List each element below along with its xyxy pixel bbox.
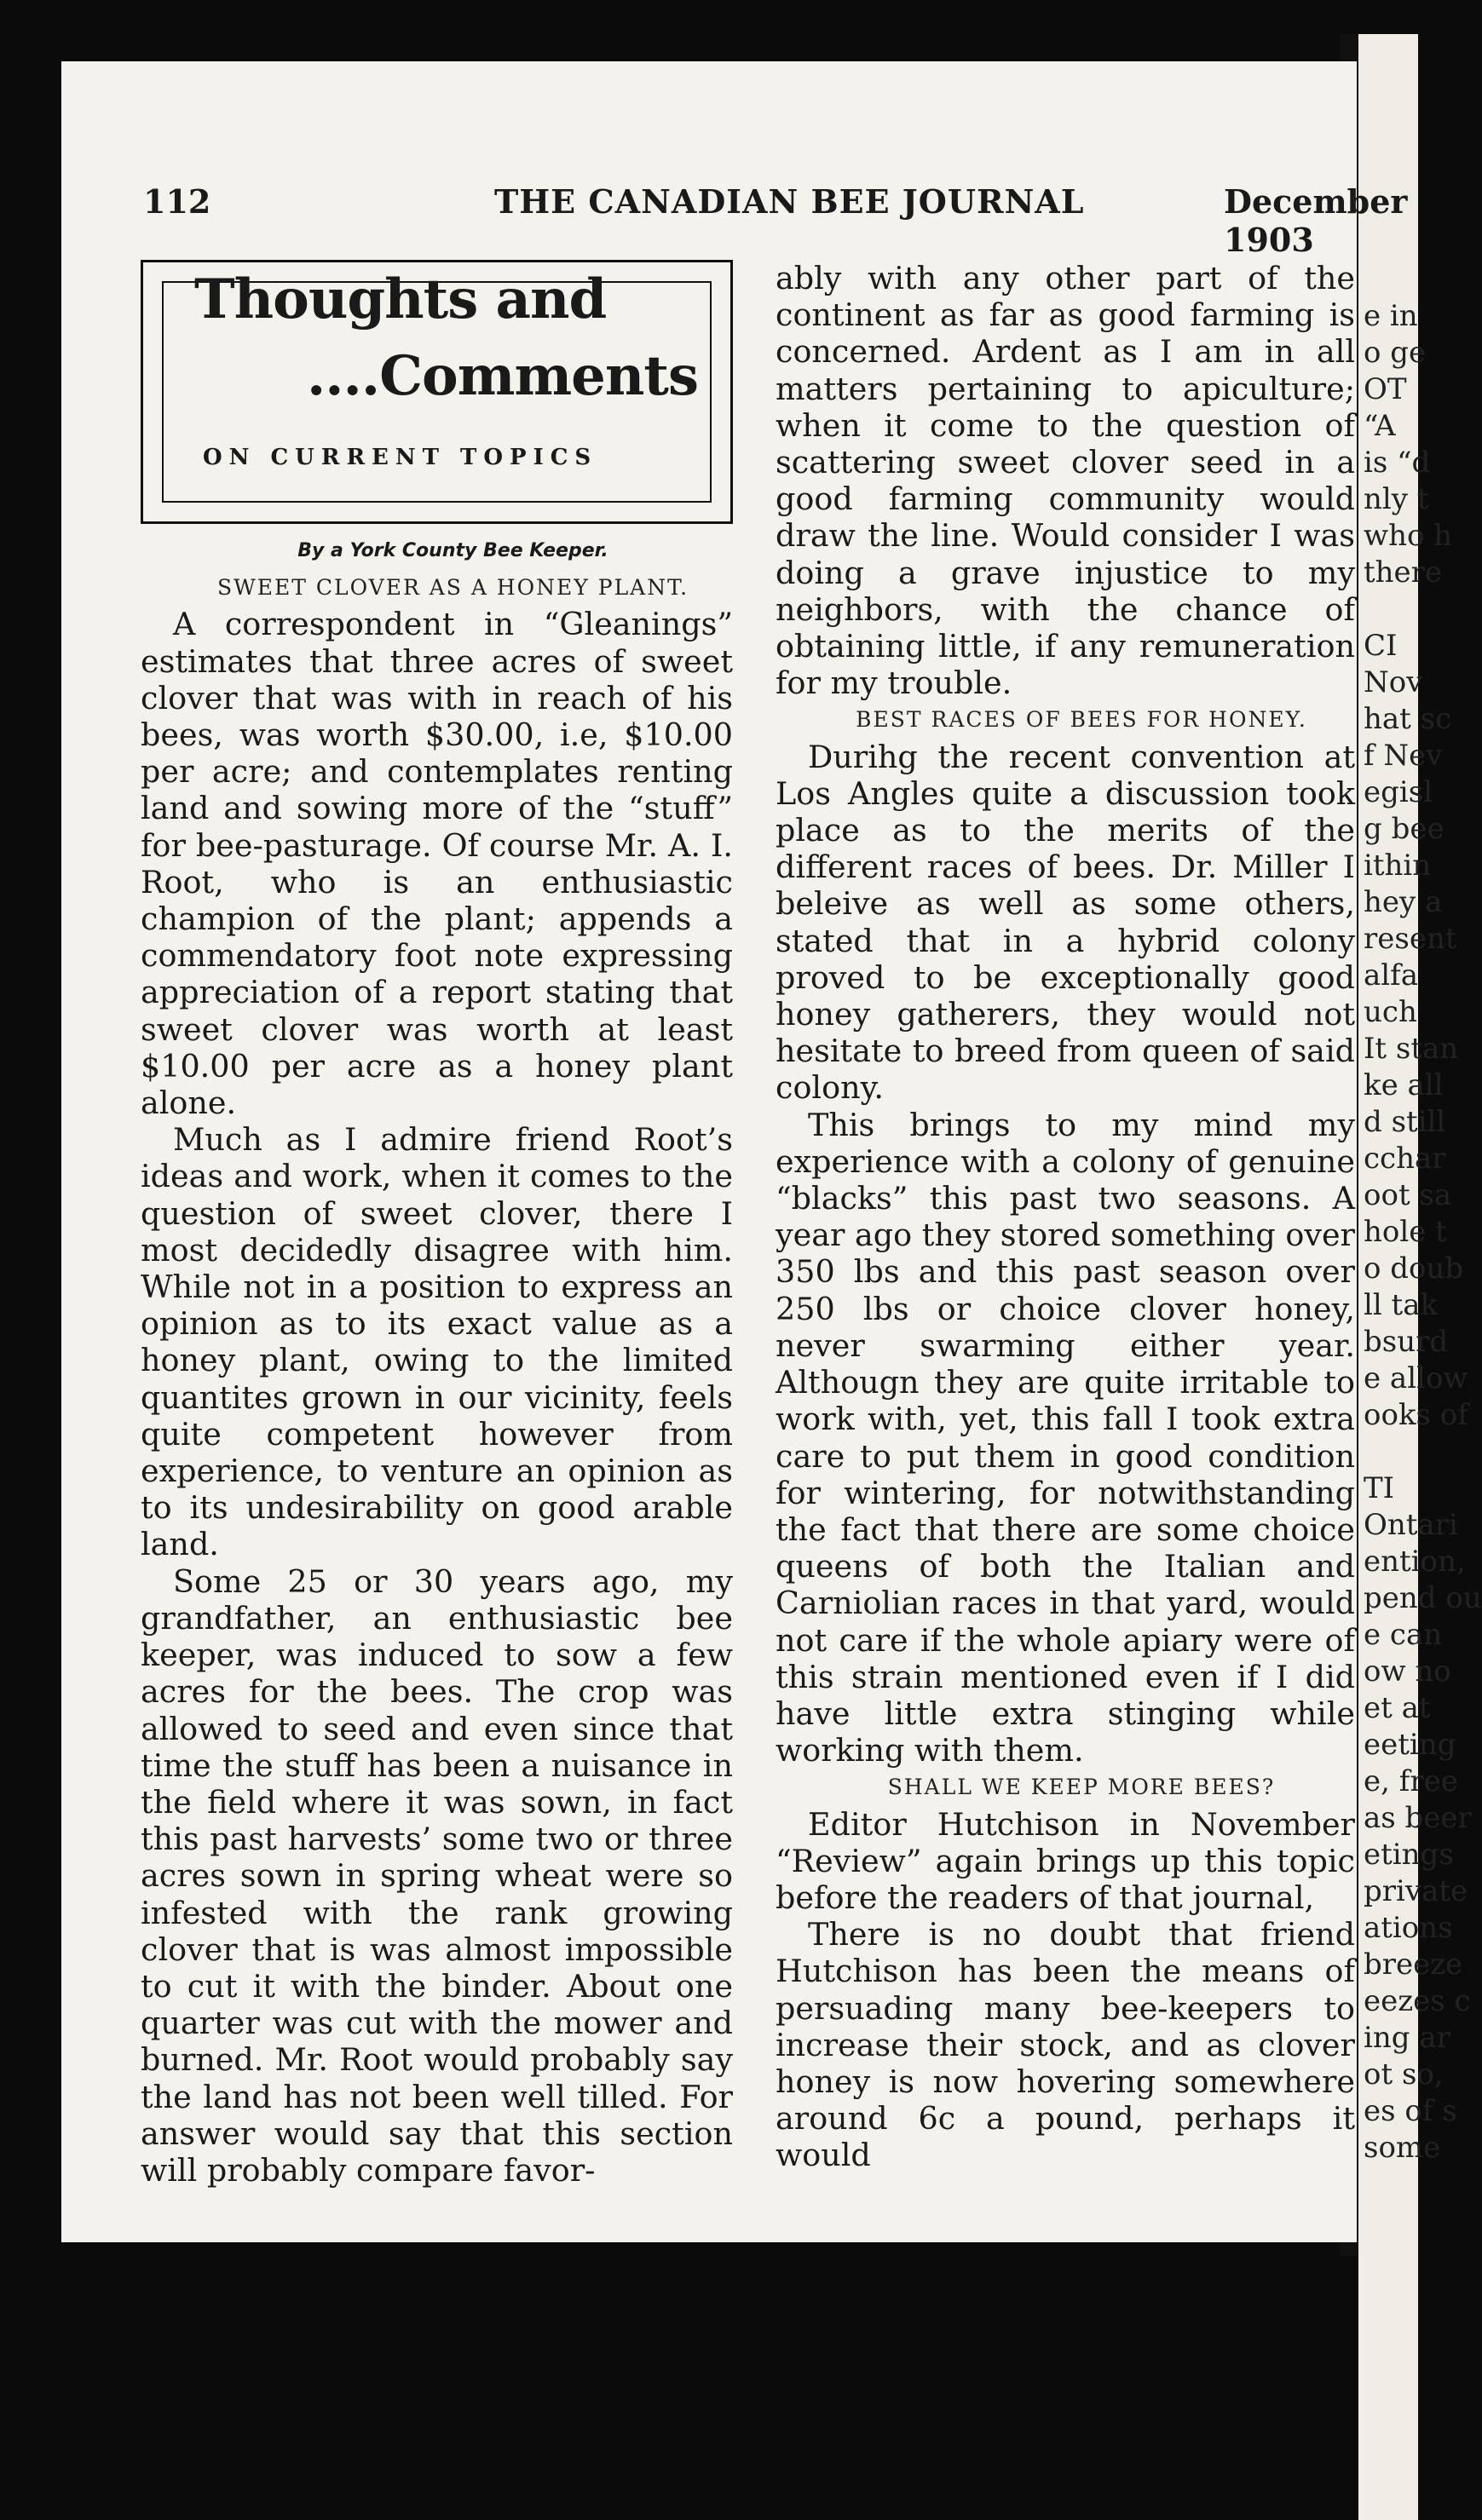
adjacent-page-text-fragment: It stan [1364,1032,1459,1066]
adjacent-page-text-fragment: bsurd [1364,1325,1449,1359]
adjacent-page-text-fragment: “A [1364,409,1396,443]
feature-title-continued: ....Comments [306,344,698,408]
adjacent-page-text-fragment: pend ou [1364,1581,1482,1615]
adjacent-page-text-fragment: e can [1364,1618,1443,1652]
adjacent-page-text-fragment: resent [1364,922,1457,956]
adjacent-page-text-fragment: ot so, [1364,2057,1444,2091]
adjacent-page-text-fragment: ing ar [1364,2021,1450,2055]
paragraph: A correspondent in “Gleanings” estimates that three acres of sweet clover that was with in reach of his bees, was worth $30.00, i.e, $10.00 per acre; and contemplates renting land and sowing more of the “stuff” for bee-pasturage. Of course Mr. A. I. Root, who is an enthusiastic champion of the plant; appends a commendatory foot note expressing appreciation of a report stating that sweet clover was worth at least $10.00 per acre as a honey plant alone. [141,606,733,1122]
adjacent-page-text-fragment: o doub [1364,1251,1464,1286]
adjacent-page-text-fragment [1358,591,1418,628]
paragraph: Much as I admire friend Root’s ideas and work, when it comes to the question of sweet clover, there I most decidedly disagree with him. While not in a position to express an opinion as to its exact value as a honey plant, owing to the limited quantites grown in our vicinity, feels quite competent however from experience, to venture an opinion as to its undesirability on good arable land. [141,1121,733,1563]
adjacent-page-text-fragment: ations [1364,1911,1453,1945]
adjacent-page-text-fragment: et at [1364,1691,1431,1725]
left-column [141,260,733,2189]
adjacent-page-text-fragment: private [1364,1874,1468,1908]
adjacent-page-text-fragment: o ge [1364,336,1427,370]
adjacent-page-text-fragment: oot sa [1364,1178,1452,1212]
adjacent-page-text-fragment: is “d [1364,446,1431,480]
issue-date: December 1903 [1224,182,1408,259]
adjacent-page-text-fragment: TI [1364,1471,1395,1505]
adjacent-page-text-fragment: g bee [1364,812,1445,846]
adjacent-page-text-fragment: e allow [1364,1361,1468,1395]
adjacent-page-text-fragment: ke all [1364,1068,1444,1102]
adjacent-page-text-fragment: ention, [1364,1545,1466,1579]
adjacent-page-text-fragment: e, free [1364,1764,1458,1798]
adjacent-page-edge [1358,34,1482,2520]
adjacent-page-text-fragment: alfa [1364,958,1418,992]
adjacent-page-text-fragment: breeze [1364,1948,1463,1982]
adjacent-page-text-fragment: there [1364,555,1443,590]
feature-title: Thoughts and [194,268,607,331]
section-heading-more-bees: SHALL WE KEEP MORE BEES? [887,1775,1276,1800]
adjacent-page-text-fragment [1358,1434,1418,1470]
adjacent-page-text-fragment: cchar [1364,1142,1446,1176]
adjacent-page-text-fragment: eezes c [1364,1984,1471,2018]
paragraph: Durihg the recent convention at Los Angles quite a discussion took place as to the merits of the different races of bees. Dr. Miller I beleive as well as some others, stated that in a hybrid colony proved to be exceptionally good honey gatherers, they would not hesitate to breed from queen of said colony. [776,738,1355,1107]
adjacent-page-text-fragment: etings [1364,1838,1454,1872]
adjacent-page-text-fragment: es of s [1364,2094,1457,2128]
paragraph: This brings to my mind my experience with a colony of genuine “blacks” this past two seasons. A year ago they stored something over 350 lbs and this past season over 250 lbs or choice clover honey, never swarming either year. Althougn they are quite irritable to work with, yet, this fall I took extra care to put them in good condition for wintering, for notwithstanding the fact that there are some choice queens of both the Italian and Carniolian races in that yard, would not care if the whole apiary were of this strain mentioned even if I did have little extra stinging while working with them. [776,1106,1356,1769]
adjacent-page-text-fragment: ll tak [1364,1288,1439,1322]
feature-subtitle: ON CURRENT TOPICS [203,445,598,470]
paragraph-continued: ably with any other part of the continent as far as good farming is concerned. Ardent as I am in all matters pertaining to apiculture; when it come to the question of scattering sweet clover seed in a good farming community would draw the line. Would consider I was doing a grave injustice to my neighbors, with the chance of obtaining little, if any remuneration for my trouble. [776,260,1355,702]
page-header [82,182,1408,259]
adjacent-page-text-fragment: uch [1364,995,1417,1029]
adjacent-page-text-fragment: eeting [1364,1728,1456,1762]
adjacent-page-text-fragment: CI [1364,629,1398,663]
adjacent-page-text-fragment: hat sc [1364,702,1452,736]
journal-title: THE CANADIAN BEE JOURNAL [494,182,1085,221]
adjacent-page-text-fragment: e in [1364,299,1418,333]
adjacent-page-text-fragment: some [1364,2131,1441,2165]
adjacent-page-text-fragment: Nov [1364,665,1423,699]
adjacent-page-text-fragment: ow no [1364,1654,1451,1689]
adjacent-page-text-fragment: f Nev [1364,739,1443,773]
right-column [776,260,1355,2174]
adjacent-page-text-fragment: egisl [1364,775,1433,809]
adjacent-page-text-fragment: ooks of [1364,1398,1468,1432]
section-heading-sweet-clover: SWEET CLOVER AS A HONEY PLANT. [216,575,689,601]
adjacent-page-text-fragment: d still [1364,1105,1446,1139]
page-number: 112 [143,182,211,221]
adjacent-page-text-fragment: who h [1364,519,1453,553]
adjacent-page-text-fragment: ithin [1364,849,1432,883]
adjacent-page-text-fragment: hey a [1364,885,1443,919]
adjacent-page-text-fragment: hole t [1364,1215,1447,1249]
adjacent-page-text-fragment: as beer [1364,1801,1472,1835]
adjacent-page-text-fragment: Ontari [1364,1508,1458,1542]
adjacent-page-text-fragment: OT [1364,372,1407,406]
paragraph: Some 25 or 30 years ago, my grandfather, an enthusiastic bee keeper, was induced to sow a few acres for the bees. The crop was allowed to seed and even since that time the stuff has been a nuisance in the field where it was sown, in fact this past harvests’ some two or three acres sown in spring wheat were so infested with the rank growing clover that is was almost impossible to cut it with the binder. About one quarter was cut with the mower and burned. Mr. Root would probably say the land has not been well tilled. For answer would say that this section will probably compare favor- [141,1562,733,2189]
adjacent-page-text-fragment: nly t [1364,482,1429,516]
byline: By a York County Bee Keeper. [297,540,608,561]
section-heading-best-races: BEST RACES OF BEES FOR HONEY. [856,707,1307,733]
paragraph: There is no doubt that friend Hutchison has been the means of persuading many bee-keepers to increase their stock, and as clover honey is now hovering somewhere around 6c a pound, perhaps it would [776,1916,1355,2174]
feature-title-box [141,260,733,524]
paragraph: Editor Hutchison in November “Review” again brings up this topic before the readers of that journal, [776,1805,1355,1916]
